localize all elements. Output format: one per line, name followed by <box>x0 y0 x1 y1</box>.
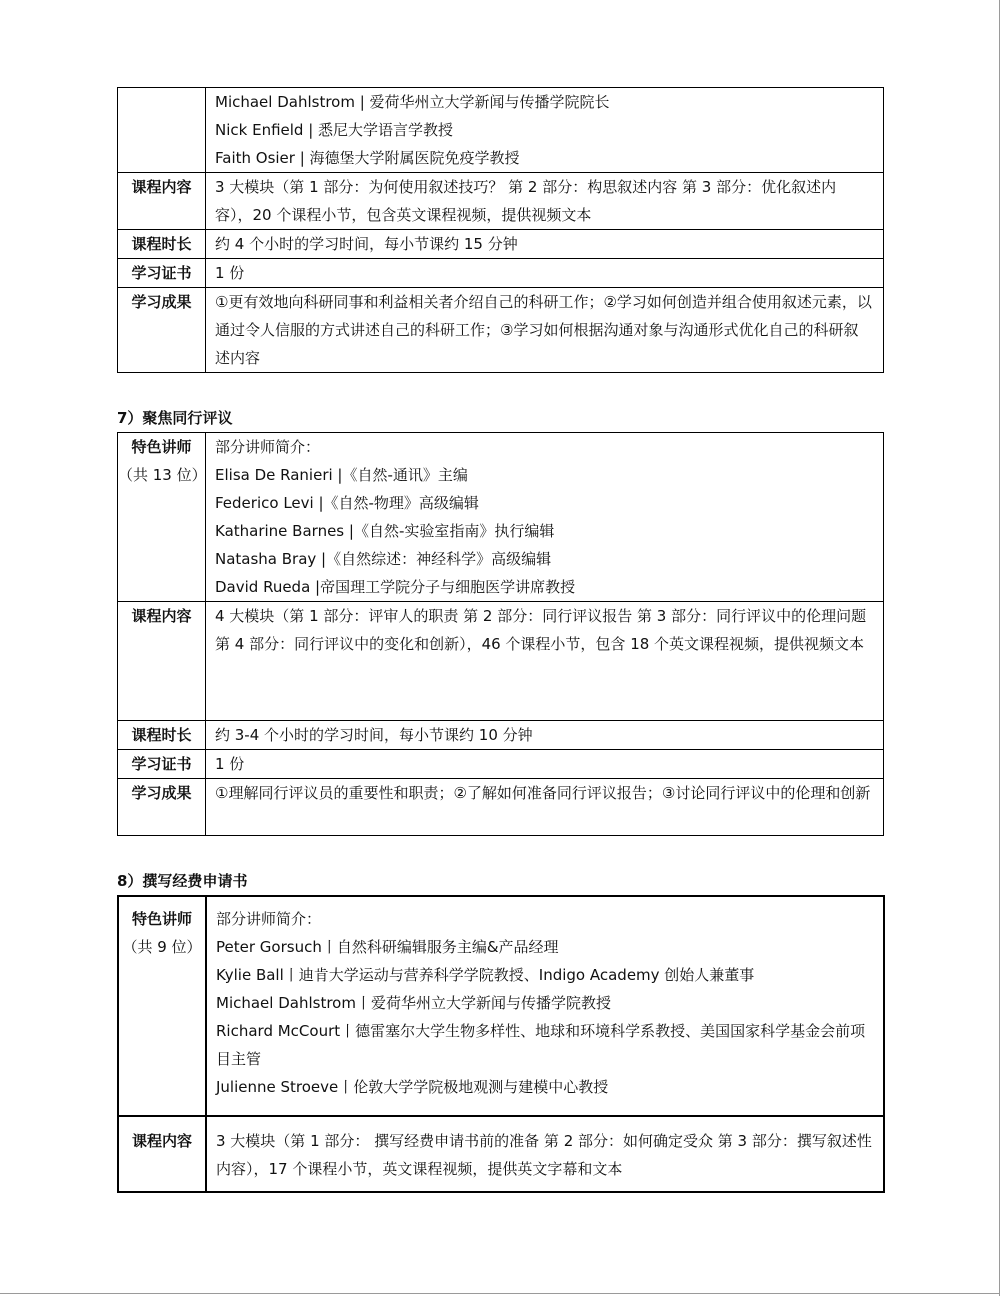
content-label: 课程内容 <box>118 1116 206 1192</box>
course-outcome: ①更有效地向科研同事和利益相关者介绍自己的科研工作；②学习如何创造并组合使用叙述元素，以通过令人信服的方式讲述自己的科研工作；③学习如何根据沟通对象与沟通形式优化自己的科研叙述内容 <box>206 288 884 373</box>
table-row <box>118 779 884 836</box>
lecturer-item: Federico Levi |《自然-物理》高级编辑 <box>215 494 479 512</box>
table-row <box>118 230 884 259</box>
course-outcome: ①理解同行评议员的重要性和职责；②了解如何准备同行评议报告；③讨论同行评议中的伦理和创新 <box>206 779 884 836</box>
course-certificate: 1 份 <box>206 259 884 288</box>
course-table-7 <box>117 432 884 836</box>
table-row <box>118 721 884 750</box>
lecturer-list <box>206 896 884 1116</box>
duration-label: 课程时长 <box>118 230 206 259</box>
lecturer-label: 特色讲师 <box>131 910 192 928</box>
table-row <box>118 750 884 779</box>
lecturer-list <box>206 433 884 602</box>
table-row <box>118 173 884 230</box>
empty-label-cell <box>118 88 206 173</box>
course-content: 4 大模块（第 1 部分：评审人的职责 第 2 部分：同行评议报告 第 3 部分：同行评议中的伦理问题 第 4 部分：同行评议中的变化和创新），46 个课程小节，包含 18 个英文课程视频，提供视频文本 <box>206 602 884 721</box>
duration-label: 课程时长 <box>118 721 206 750</box>
table-row <box>118 288 884 373</box>
content-label: 课程内容 <box>118 602 206 721</box>
lecturer-item: Michael Dahlstrom | 爱荷华州立大学新闻与传播学院院长 <box>215 93 610 111</box>
content-label: 课程内容 <box>118 173 206 230</box>
table-row <box>118 88 884 173</box>
table-row <box>118 1116 884 1192</box>
lecturer-item: Katharine Barnes |《自然-实验室指南》执行编辑 <box>215 522 555 540</box>
lecturer-list <box>206 88 884 173</box>
lecturer-item: Faith Osier | 海德堡大学附属医院免疫学教授 <box>215 149 520 167</box>
table-row <box>118 602 884 721</box>
lecturer-intro: 部分讲师简介： <box>216 910 322 928</box>
lecturer-item: Peter Gorsuch丨自然科研编辑服务主编&产品经理 <box>216 938 559 956</box>
lecturer-count: （共 13 位） <box>118 466 207 484</box>
course-table-8 <box>117 895 885 1193</box>
table-row <box>118 896 884 1116</box>
lecturer-intro: 部分讲师简介： <box>215 438 321 456</box>
lecturer-label: 特色讲师 <box>131 438 192 456</box>
lecturer-item: Kylie Ball丨迪肯大学运动与营养科学学院教授、Indigo Academy 创始人兼董事 <box>216 966 755 984</box>
course-certificate: 1 份 <box>206 750 884 779</box>
lecturer-count: （共 9 位） <box>122 938 202 956</box>
lecturer-label-cell <box>118 896 206 1116</box>
certificate-label: 学习证书 <box>118 750 206 779</box>
section-title-8: 8）撰写经费申请书 <box>117 872 248 890</box>
lecturer-item: Richard McCourt丨德雷塞尔大学生物多样性、地球和环境科学系教授、美国国家科学基金会前项目主管 <box>216 1022 866 1068</box>
course-content: 3 大模块（第 1 部分： 撰写经费申请书前的准备 第 2 部分：如何确定受众 第 3 部分：撰写叙述性内容），17 个课程小节，英文课程视频，提供英文字幕和文本 <box>206 1116 884 1192</box>
lecturer-item: Julienne Stroeve丨伦敦大学学院极地观测与建模中心教授 <box>216 1078 609 1096</box>
outcome-label: 学习成果 <box>118 288 206 373</box>
table-row <box>118 433 884 602</box>
section-title-7: 7）聚焦同行评议 <box>117 409 233 427</box>
course-duration: 约 4 个小时的学习时间，每小节课约 15 分钟 <box>206 230 884 259</box>
lecturer-item: Natasha Bray |《自然综述：神经科学》高级编辑 <box>215 550 552 568</box>
course-content: 3 大模块（第 1 部分：为何使用叙述技巧？ 第 2 部分：构思叙述内容 第 3 部分：优化叙述内容），20 个课程小节，包含英文课程视频，提供视频文本 <box>206 173 884 230</box>
lecturer-item: Nick Enfield | 悉尼大学语言学教授 <box>215 121 454 139</box>
outcome-label: 学习成果 <box>118 779 206 836</box>
certificate-label: 学习证书 <box>118 259 206 288</box>
lecturer-item: Michael Dahlstrom丨爱荷华州立大学新闻与传播学院教授 <box>216 994 611 1012</box>
course-table-6 <box>117 87 884 373</box>
lecturer-label-cell <box>118 433 206 602</box>
course-duration: 约 3-4 个小时的学习时间，每小节课约 10 分钟 <box>206 721 884 750</box>
table-row <box>118 259 884 288</box>
lecturer-item: David Rueda |帝国理工学院分子与细胞医学讲席教授 <box>215 578 576 596</box>
lecturer-item: Elisa De Ranieri |《自然-通讯》主编 <box>215 466 468 484</box>
page-edge-right <box>999 0 1000 1296</box>
page-edge-bottom <box>0 1293 1000 1294</box>
